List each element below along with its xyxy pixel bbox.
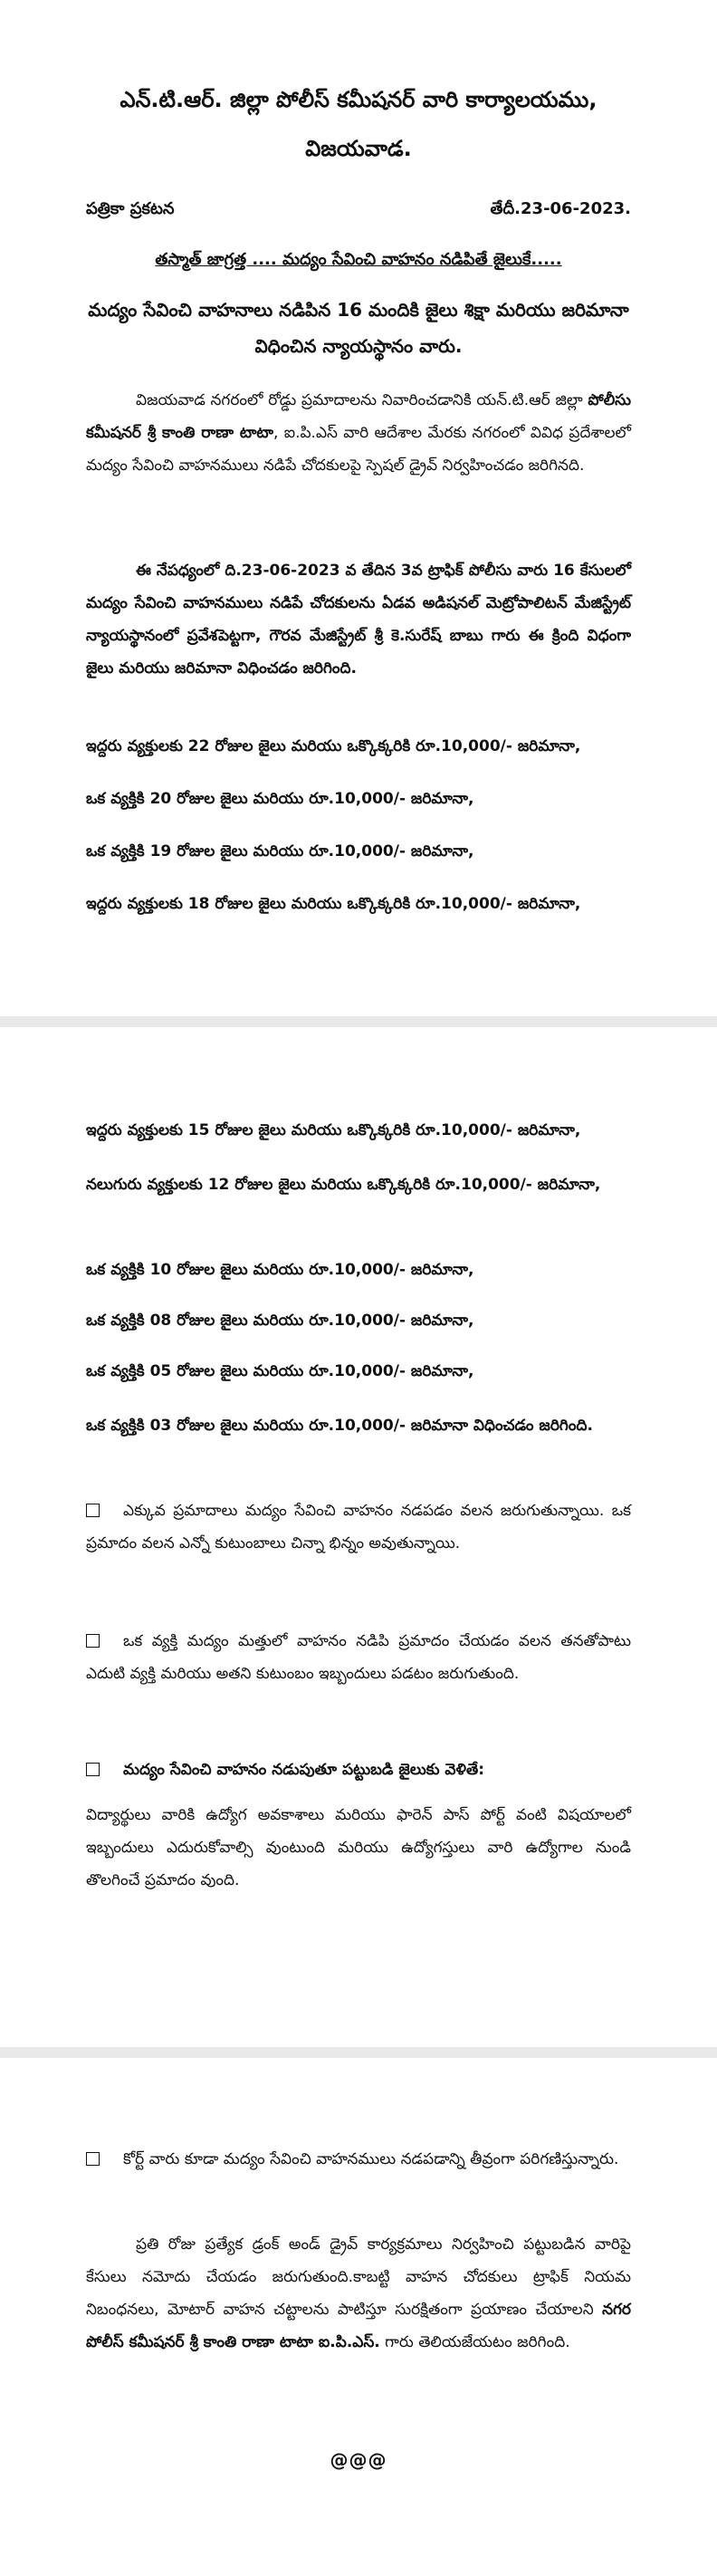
sentence-line: ఒక వ్యక్తికి 19 రోజుల జైలు మరియు రూ.10,000/- జరిమానా, xyxy=(86,842,474,860)
bullet-item: ఒక వ్యక్తి మద్యం మత్తులో వాహనం నడిపి ప్రమాదం చేయడం వలన తనతోపాటు ఎదుటి వ్యక్తి మరియు అతని కుటుంబం ఇబ్బందులు పడటం జరుగుతుంది. xyxy=(86,1632,631,1683)
sentence-line: ఇద్దరు వ్యక్తులకు 22 రోజుల జైలు మరియు ఒక్కొక్కరికి రూ.10,000/- జరిమానా, xyxy=(86,737,581,755)
court-paragraph: ఈ నేపధ్యంలో ది.23-06-2023 వ తేదిన 3వ ట్రాఫిక్ పోలీసు వారు 16 కేసులలో మద్యం సేవించి వాహనములు నడిపే చోదకులను ఏడవ అడిషనల్ మెట్రోపాలిటన్ మేజిస్ట్రేట్ న్యాయస్థానంలో ప్రవేశపెట్టగా, గౌరవ మేజిస్ట్రేట్ శ్రీ కె.సురేష్ బాబు గారు ఈ క్రింది విధంగా జైలు మరియు జరిమానా విధించడం జరిగింది. xyxy=(86,562,631,678)
document-page-3 xyxy=(0,2058,717,2576)
press-release-label: పత్రికా ప్రకటన xyxy=(86,199,175,218)
sentence-line: ఒక వ్యక్తికి 03 రోజుల జైలు మరియు రూ.10,000/- జరిమానా విధించడం జరిగింది. xyxy=(86,1417,593,1435)
bullet-item: మద్యం సేవించి వాహనం నడుపుతూ పట్టుబడి జైలుకు వెళితే: xyxy=(86,1754,631,1786)
sentence-line: ఒక వ్యక్తికి 05 రోజుల జైలు మరియు రూ.10,000/- జరిమానా, xyxy=(86,1362,474,1380)
bullet-item: కోర్ట్ వారు కూడా మద్యం సేవించి వాహనములు నడపడాన్ని తీవ్రంగా పరిగణిస్తున్నారు. xyxy=(86,2143,631,2176)
document-page-1 xyxy=(0,0,717,1016)
document-page-2 xyxy=(0,1027,717,2047)
sentence-line: నలుగురు వ్యక్తులకు 12 రోజుల జైలు మరియు ఒక్కొక్కరికి రూ.10,000/- జరిమానా, xyxy=(86,1176,601,1194)
warning-subheading: తస్మాత్ జాగ్రత్త .... మద్యం సేవించి వాహనం నడిపితే జైలుకే..... xyxy=(155,250,562,269)
main-headline: మద్యం సేవించి వాహనాలు నడిపిన 16 మందికి జైలు శిక్షా మరియు జరిమానా విధించిన న్యాయస్థానం వారు. xyxy=(88,299,629,357)
checkbox-icon xyxy=(86,2152,100,2166)
consequence-paragraph: విద్యార్థులు వారికి ఉద్యోగ అవకాశాలు మరియు ఫారెన్ పాస్ పోర్ట్ వంటి విషయాలలో ఇబ్బందులు ఎదురుకోవాల్సి వుంటుంది మరియు ఉద్యోగస్తులు వారి ఉద్యోగాల నుండి తొలగించే ప్రమాదం వుంది. xyxy=(86,1806,631,1889)
sentence-line: ఇద్దరు వ్యక్తులకు 18 రోజుల జైలు మరియు ఒక్కొక్కరికి రూ.10,000/- జరిమానా, xyxy=(86,895,581,913)
end-mark: @@@ xyxy=(330,2449,387,2471)
checkbox-icon xyxy=(86,1763,100,1776)
sentence-line: ఒక వ్యక్తికి 10 రోజుల జైలు మరియు రూ.10,000/- జరిమానా, xyxy=(86,1261,474,1279)
intro-paragraph: విజయవాడ నగరంలో రోడ్డు ప్రమాదాలను నివారించడానికి యన్.టి.ఆర్ జిల్లా పోలీసు కమీషనర్ శ్రీ కాంతి రాణా టాటా, ఐ.పి.ఎస్ వారి ఆదేశాల మేరకు నగరంలో వివిధ ప్రదేశాలలో మద్యం సేవించి వాహనములు నడిపే చోదకులపై స్పెషల్ డ్రైవ్ నిర్వహించడం జరిగినది. xyxy=(86,391,631,475)
sentence-line: ఇద్దరు వ్యక్తులకు 15 రోజుల జైలు మరియు ఒక్కొక్కరికి రూ.10,000/- జరిమానా, xyxy=(86,1121,581,1139)
office-title: ఎన్.టి.ఆర్. జిల్లా పోలీస్ కమీషనర్ వారి కార్యాలయము, xyxy=(120,87,598,112)
closing-paragraph: ప్రతి రోజు ప్రత్యేక డ్రంక్ అండ్ డ్రైవ్ కార్యక్రమాలు నిర్వహించి పట్టుబడిన వారిపై కేసులు నమోదు చేయడం జరుగుతుంది.కాబట్టి వాహన చోదకులు ట్రాఫిక్ నియమ నిబంధనలు, మోటార్ వాహన చట్టాలను పాటిస్తూ సురక్షితంగా ప్రయాణం చేయాలని నగర పోలీస్ కమీషనర్ శ్రీ కాంతి రాణా టాటా ఐ.పి.ఎస్. గారు తెలియజేయటం జరిగింది. xyxy=(86,2235,631,2351)
sentence-line: ఒక వ్యక్తికి 08 రోజుల జైలు మరియు రూ.10,000/- జరిమానా, xyxy=(86,1312,474,1330)
commissioner-name: నగర పోలీస్ కమీషనర్ శ్రీ కాంతి రాణా టాటా ఐ.పి.ఎస్. xyxy=(86,2301,631,2351)
checkbox-icon xyxy=(86,1504,100,1517)
sentence-line: ఒక వ్యక్తికి 20 రోజుల జైలు మరియు రూ.10,000/- జరిమానా, xyxy=(86,790,474,808)
commissioner-name: పోలీసు కమీషనర్ శ్రీ కాంతి రాణా టాటా xyxy=(86,391,631,442)
checkbox-icon xyxy=(86,1634,100,1648)
release-date: తేదీ.23-06-2023. xyxy=(490,199,631,218)
header-row xyxy=(86,199,631,222)
bullet-item: ఎక్కువ ప్రమాదాలు మద్యం సేవించి వాహనం నడపడం వలన జరుగుతున్నాయి. ఒక ప్రమాదం వలన ఎన్నో కుటుంబాలు చిన్నా భిన్నం అవుతున్నాయి. xyxy=(86,1502,631,1552)
office-city: విజయవాడ. xyxy=(305,136,412,161)
